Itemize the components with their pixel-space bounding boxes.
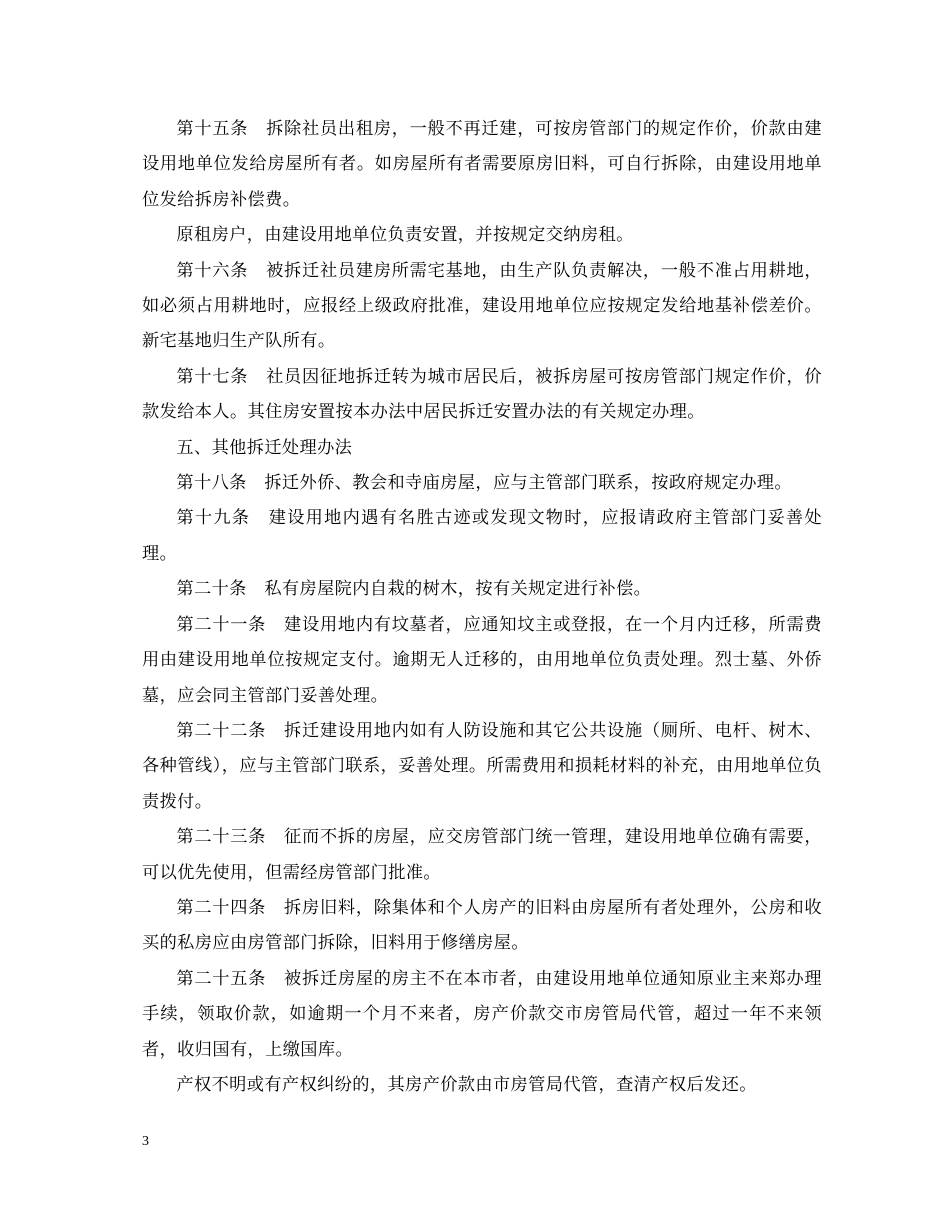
document-body: [142, 112, 822, 1103]
paragraph-article-25: 第二十五条 被拆迁房屋的房主不在本市者，由建设用地单位通知原业主来郑办理手续，领取价款，如逾期一个月不来者，房产价款交市房管局代管，超过一年不来领者，收归国有，上缴国库。: [142, 968, 822, 1060]
paragraph-article-23: 第二十三条 征而不拆的房屋，应交房管部门统一管理，建设用地单位确有需要，可以优先使用，但需经房管部门批准。: [142, 827, 822, 883]
page-number: 3: [142, 1134, 149, 1149]
paragraph-article-20: 第二十条 私有房屋院内自栽的树木，按有关规定进行补偿。: [176, 579, 652, 600]
paragraph-article-15: 第十五条 拆除社员出租房，一般不再迁建，可按房管部门的规定作价，价款由建设用地单位发给房屋所有者。如房屋所有者需要原房旧料，可自行拆除，由建设用地单位发给拆房补偿费。: [142, 119, 822, 210]
paragraph-article-16: 第十六条 被拆迁社员建房所需宅基地，由生产队负责解决，一般不准占用耕地，如必须占用耕地时，应报经上级政府批准，建设用地单位应按规定发给地基补偿差价。新宅基地归生产队所有。: [142, 260, 822, 352]
paragraph-disputed-property: 产权不明或有产权纠纷的，其房产价款由市房管局代管，查清产权后发还。: [176, 1074, 757, 1095]
paragraph-article-22: 第二十二条 拆迁建设用地内如有人防设施和其它公共设施（厕所、电杆、树木、各种管线），应与主管部门联系，妥善处理。所需费用和损耗材料的补充，由用地单位负责拨付。: [142, 720, 822, 812]
paragraph-article-21: 第二十一条 建设用地内有坟墓者，应通知坟主或登报，在一个月内迁移，所需费用由建设用地单位按规定支付。逾期无人迁移的，由用地单位负责处理。烈士墓、外侨墓，应会同主管部门妥善处理。: [142, 614, 822, 706]
paragraph-article-19: 第十九条 建设用地内遇有名胜古迹或发现文物时，应报请政府主管部门妥善处理。: [142, 508, 822, 564]
paragraph-original-tenants: 原租房户，由建设用地单位负责安置，并按规定交纳房租。: [176, 225, 634, 246]
paragraph-article-24: 第二十四条 拆房旧料，除集体和个人房产的旧料由房屋所有者处理外，公房和收买的私房应由房管部门拆除，旧料用于修缮房屋。: [142, 897, 822, 954]
paragraph-article-18: 第十八条 拆迁外侨、教会和寺庙房屋，应与主管部门联系，按政府规定办理。: [176, 473, 792, 494]
paragraph-article-17: 第十七条 社员因征地拆迁转为城市居民后，被拆房屋可按房管部门规定作价，价款发给本人。其住房安置按本办法中居民拆迁安置办法的有关规定办理。: [142, 366, 822, 423]
section-heading-other-measures: 五、其他拆迁处理办法: [176, 437, 353, 458]
